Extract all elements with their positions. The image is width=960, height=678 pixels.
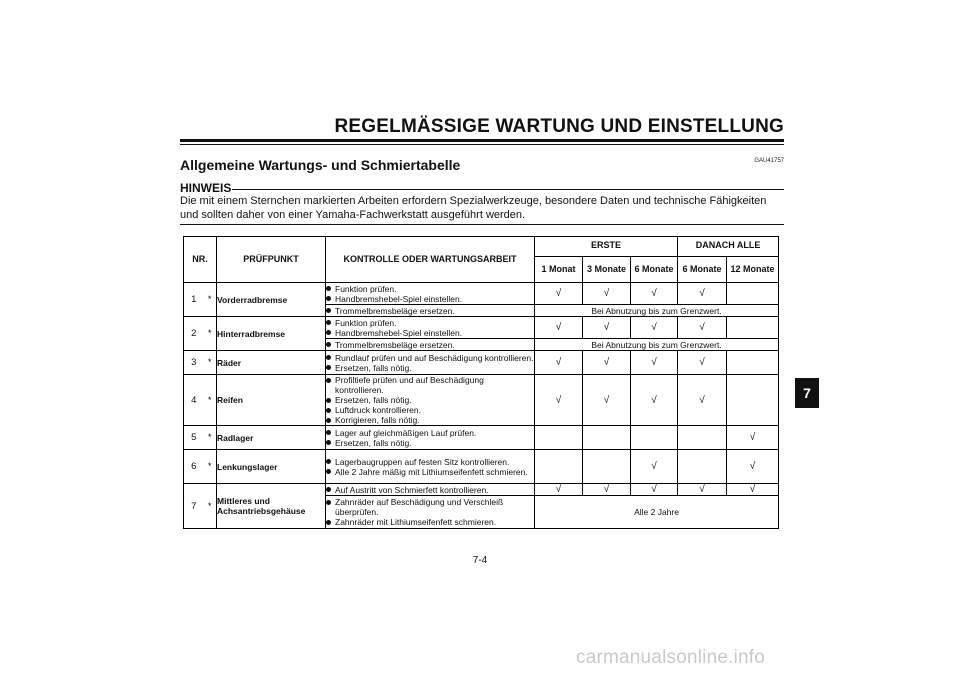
code-reference: GAU41757 — [754, 158, 784, 164]
check-mark: √ — [727, 484, 779, 496]
special-tools-star: * — [204, 283, 217, 317]
list-item — [326, 340, 534, 350]
check-mark: √ — [678, 283, 727, 305]
bullet-icon — [326, 459, 331, 464]
empty-cell — [583, 426, 631, 450]
check-mark: √ — [631, 283, 678, 305]
special-tools-star: * — [204, 317, 217, 351]
check-item: Räder — [217, 351, 326, 375]
bullet-icon — [326, 408, 331, 413]
special-tools-star: * — [204, 450, 217, 484]
list-item — [326, 438, 534, 448]
special-tools-star: * — [204, 484, 217, 529]
title-rule-thin — [180, 144, 784, 145]
check-text: Handbremshebel-Spiel einstellen. — [335, 293, 463, 304]
check-mark: √ — [631, 351, 678, 375]
check-text: Luftdruck kontrollieren. — [335, 405, 421, 415]
bullet-icon — [326, 430, 331, 435]
chapter-tab: 7 — [795, 378, 819, 408]
bullet-icon — [326, 286, 331, 291]
check-mark: √ — [678, 375, 727, 426]
bullet-icon — [326, 342, 331, 347]
table-row — [184, 317, 779, 339]
check-text: Rundlauf prüfen und auf Beschädigung kontrollieren. — [335, 352, 534, 363]
empty-cell — [727, 351, 779, 375]
special-tools-star: * — [204, 351, 217, 375]
table-row — [184, 450, 779, 484]
list-item — [326, 467, 534, 477]
check-mark: √ — [727, 426, 779, 450]
table-row — [184, 375, 779, 426]
check-actions — [326, 484, 535, 496]
check-item: Vorderradbremse — [217, 283, 326, 317]
check-actions — [326, 450, 535, 484]
note-bottom-rule — [180, 224, 784, 225]
check-text: Auf Austritt von Schmierfett kontrollieren. — [335, 484, 489, 495]
interval-note: Bei Abnutzung bis zum Grenzwert. — [535, 305, 779, 317]
interval-note: Alle 2 Jahre — [535, 496, 779, 529]
check-item: Radlager — [217, 426, 326, 450]
check-mark: √ — [583, 283, 631, 305]
header-month-3: 3 Monate — [583, 257, 631, 283]
bullet-icon — [326, 330, 331, 335]
check-item: Reifen — [217, 375, 326, 426]
note-label: HINWEIS — [180, 181, 232, 195]
check-mark: √ — [631, 484, 678, 496]
bullet-icon — [326, 487, 331, 492]
check-text: Trommelbremsbeläge ersetzen. — [335, 305, 455, 316]
check-text: Alle 2 Jahre mäßig mit Lithiumseifenfett schmieren. — [335, 466, 528, 477]
bullet-icon — [326, 308, 331, 313]
list-item — [326, 318, 534, 328]
check-mark: √ — [535, 283, 583, 305]
check-mark: √ — [727, 450, 779, 484]
table-row — [184, 426, 779, 450]
check-mark: √ — [631, 450, 678, 484]
list-item — [326, 328, 534, 338]
check-mark: √ — [535, 317, 583, 339]
list-item — [326, 497, 534, 517]
list-item — [326, 428, 534, 438]
bullet-icon — [326, 398, 331, 403]
check-text: Trommelbremsbeläge ersetzen. — [335, 339, 455, 350]
check-mark: √ — [535, 375, 583, 426]
check-mark: √ — [678, 317, 727, 339]
check-mark: √ — [583, 317, 631, 339]
check-actions — [326, 496, 535, 529]
header-month-6: 6 Monate — [631, 257, 678, 283]
list-item — [326, 294, 534, 304]
check-text: Handbremshebel-Spiel einstellen. — [335, 327, 463, 338]
check-mark: √ — [631, 317, 678, 339]
empty-cell — [727, 375, 779, 426]
table-row — [184, 484, 779, 496]
maintenance-table — [183, 236, 779, 529]
check-text: Korrigieren, falls nötig. — [335, 415, 420, 425]
bullet-icon — [326, 296, 331, 301]
check-mark: √ — [631, 375, 678, 426]
header-month-1: 1 Monat — [535, 257, 583, 283]
note-text: Die mit einem Sternchen markierten Arbeiten erfordern Spezialwerkzeuge, besondere Daten und technische Fähigkeiten und sollten daher von einer Yamaha-Fachwerkstatt ausgeführt werden. — [180, 195, 767, 221]
bullet-icon — [326, 520, 331, 525]
row-number: 4 — [184, 375, 204, 426]
list-item — [326, 415, 534, 425]
bullet-icon — [326, 418, 331, 423]
bullet-icon — [326, 500, 331, 505]
check-text: Lager auf gleichmäßigen Lauf prüfen. — [335, 427, 477, 438]
list-item — [326, 375, 534, 395]
check-mark: √ — [535, 351, 583, 375]
header-first: ERSTE — [535, 237, 678, 257]
check-mark: √ — [678, 484, 727, 496]
empty-cell — [678, 450, 727, 484]
row-number: 1 — [184, 283, 204, 317]
check-text: Zahnräder auf Beschädigung und Verschleiß überprüfen. — [335, 497, 504, 517]
list-item — [326, 457, 534, 467]
check-text: Lagerbaugruppen auf festen Sitz kontrollieren. — [335, 456, 510, 467]
bullet-icon — [326, 378, 331, 383]
bullet-icon — [326, 355, 331, 360]
list-item — [326, 284, 534, 294]
check-text: Ersetzen, falls nötig. — [335, 437, 412, 448]
table-row — [184, 351, 779, 375]
list-item — [326, 353, 534, 363]
check-item: Lenkungslager — [217, 450, 326, 484]
check-actions — [326, 426, 535, 450]
check-actions — [326, 317, 535, 339]
check-actions — [326, 305, 535, 317]
header-item: PRÜFPUNKT — [217, 237, 326, 283]
check-actions — [326, 339, 535, 351]
page-title: REGELMÄSSIGE WARTUNG UND EINSTELLUNG — [334, 116, 784, 137]
note-rule — [232, 189, 784, 190]
check-text: Profiltiefe prüfen und auf Beschädigung kontrollieren. — [335, 375, 484, 395]
list-item — [326, 395, 534, 405]
empty-cell — [535, 426, 583, 450]
row-number: 3 — [184, 351, 204, 375]
check-item: Hinterradbremse — [217, 317, 326, 351]
check-mark: √ — [583, 375, 631, 426]
title-rule — [180, 139, 784, 142]
header-after-12: 12 Monate — [727, 257, 779, 283]
bullet-icon — [326, 365, 331, 370]
check-text: Ersetzen, falls nötig. — [335, 395, 412, 405]
list-item — [326, 485, 534, 495]
list-item — [326, 306, 534, 316]
check-item: Mittleres und Achsantriebsgehäuse — [217, 484, 326, 529]
row-number: 6 — [184, 450, 204, 484]
check-actions — [326, 283, 535, 305]
list-item — [326, 363, 534, 373]
header-after: DANACH ALLE — [678, 237, 779, 257]
bullet-icon — [326, 440, 331, 445]
header-nr: NR. — [184, 237, 217, 283]
check-text: Ersetzen, falls nötig. — [335, 362, 412, 373]
check-text: Funktion prüfen. — [335, 283, 397, 294]
bullet-icon — [326, 320, 331, 325]
empty-cell — [678, 426, 727, 450]
header-check: KONTROLLE ODER WARTUNGSARBEIT — [326, 237, 535, 283]
empty-cell — [631, 426, 678, 450]
check-mark: √ — [583, 351, 631, 375]
page-number: 7-4 — [472, 555, 488, 566]
empty-cell — [727, 317, 779, 339]
list-item — [326, 405, 534, 415]
check-mark: √ — [583, 484, 631, 496]
check-text: Funktion prüfen. — [335, 317, 397, 328]
list-item — [326, 517, 534, 527]
check-mark: √ — [678, 351, 727, 375]
interval-note: Bei Abnutzung bis zum Grenzwert. — [535, 339, 779, 351]
check-text: Zahnräder mit Lithiumseifenfett schmieren. — [335, 517, 497, 527]
check-mark: √ — [535, 484, 583, 496]
empty-cell — [583, 450, 631, 484]
row-number: 7 — [184, 484, 204, 529]
row-number: 5 — [184, 426, 204, 450]
table-row — [184, 283, 779, 305]
empty-cell — [727, 283, 779, 305]
check-actions — [326, 375, 535, 426]
special-tools-star: * — [204, 375, 217, 426]
header-after-6: 6 Monate — [678, 257, 727, 283]
section-title: Allgemeine Wartungs- und Schmiertabelle — [180, 157, 461, 173]
bullet-icon — [326, 469, 331, 474]
check-actions — [326, 351, 535, 375]
watermark: carmanualsonline.info — [576, 647, 766, 668]
row-number: 2 — [184, 317, 204, 351]
special-tools-star: * — [204, 426, 217, 450]
empty-cell — [535, 450, 583, 484]
